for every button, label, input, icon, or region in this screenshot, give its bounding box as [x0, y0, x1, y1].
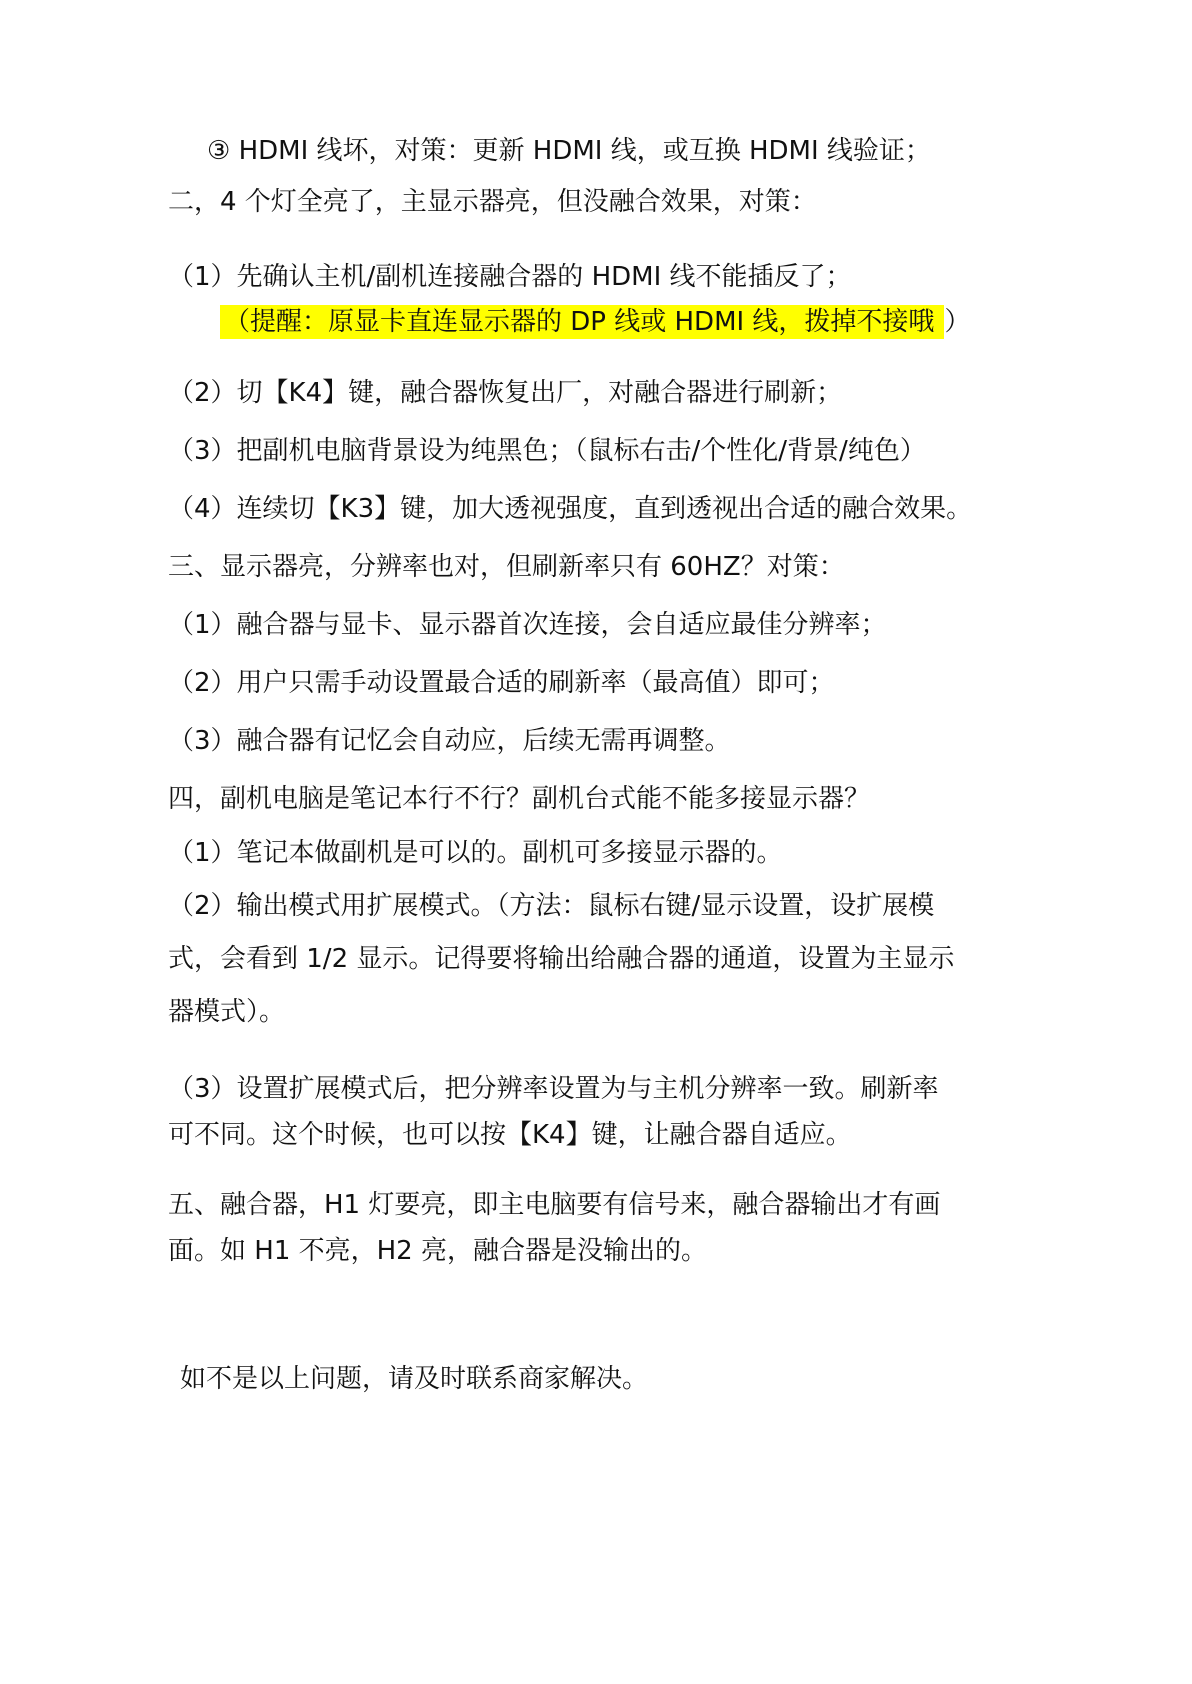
section-five-line-1: 五、融合器，H1 灯要亮，即主电脑要有信号来，融合器输出才有画: [168, 1190, 941, 1220]
text-line-section-three-1: （1）融合器与显卡、显示器首次连接，会自适应最佳分辨率；: [168, 610, 887, 640]
highlighted-reminder: （提醒：原显卡直连显示器的 DP 线或 HDMI 线，拨掉不接哦: [220, 305, 944, 339]
contact-merchant-note: 如不是以上问题，请及时联系商家解决。: [180, 1364, 649, 1394]
text-line-section-four-2a: （2）输出模式用扩展模式。（方法：鼠标右键/显示设置，设扩展模: [168, 891, 935, 921]
text-line-section-four-3a: （3）设置扩展模式后，把分辨率设置为与主机分辨率一致。刷新率: [168, 1074, 939, 1104]
text-line-hdmi-cable: ③ HDMI 线坏，对策：更新 HDMI 线，或互换 HDMI 线验证；: [207, 136, 931, 166]
text-line-section-three-3: （3）融合器有记忆会自动应，后续无需再调整。: [168, 726, 731, 756]
text-line-section-four-3b: 可不同。这个时候，也可以按【K4】键，让融合器自适应。: [168, 1120, 852, 1150]
section-four-heading: 四，副机电脑是笔记本行不行？副机台式能不能多接显示器？: [168, 784, 871, 814]
highlight-reminder-line: [220, 305, 970, 339]
text-line-step-2: （2）切【K4】键，融合器恢复出厂，对融合器进行刷新；: [168, 378, 843, 408]
text-line-section-four-2c: 器模式）。: [168, 997, 286, 1027]
section-five-line-2: 面。如 H1 不亮，H2 亮，融合器是没输出的。: [168, 1236, 707, 1266]
reminder-close-paren: ）: [944, 307, 971, 337]
section-three-heading: 三、显示器亮，分辨率也对，但刷新率只有 60HZ？对策：: [168, 552, 845, 582]
text-line-step-1: （1）先确认主机/副机连接融合器的 HDMI 线不能插反了；: [168, 262, 852, 292]
text-line-section-four-1: （1）笔记本做副机是可以的。副机可多接显示器的。: [168, 838, 783, 868]
text-line-section-four-2b: 式，会看到 1/2 显示。记得要将输出给融合器的通道，设置为主显示: [168, 944, 955, 974]
text-line-step-3: （3）把副机电脑背景设为纯黑色；（鼠标右击/个性化/背景/纯色）: [168, 436, 926, 466]
section-two-heading: 二，4 个灯全亮了，主显示器亮，但没融合效果，对策：: [168, 187, 817, 217]
text-line-section-three-2: （2）用户只需手动设置最合适的刷新率（最高值）即可；: [168, 668, 835, 698]
text-line-step-4: （4）连续切【K3】键，加大透视强度，直到透视出合适的融合效果。: [168, 494, 973, 524]
